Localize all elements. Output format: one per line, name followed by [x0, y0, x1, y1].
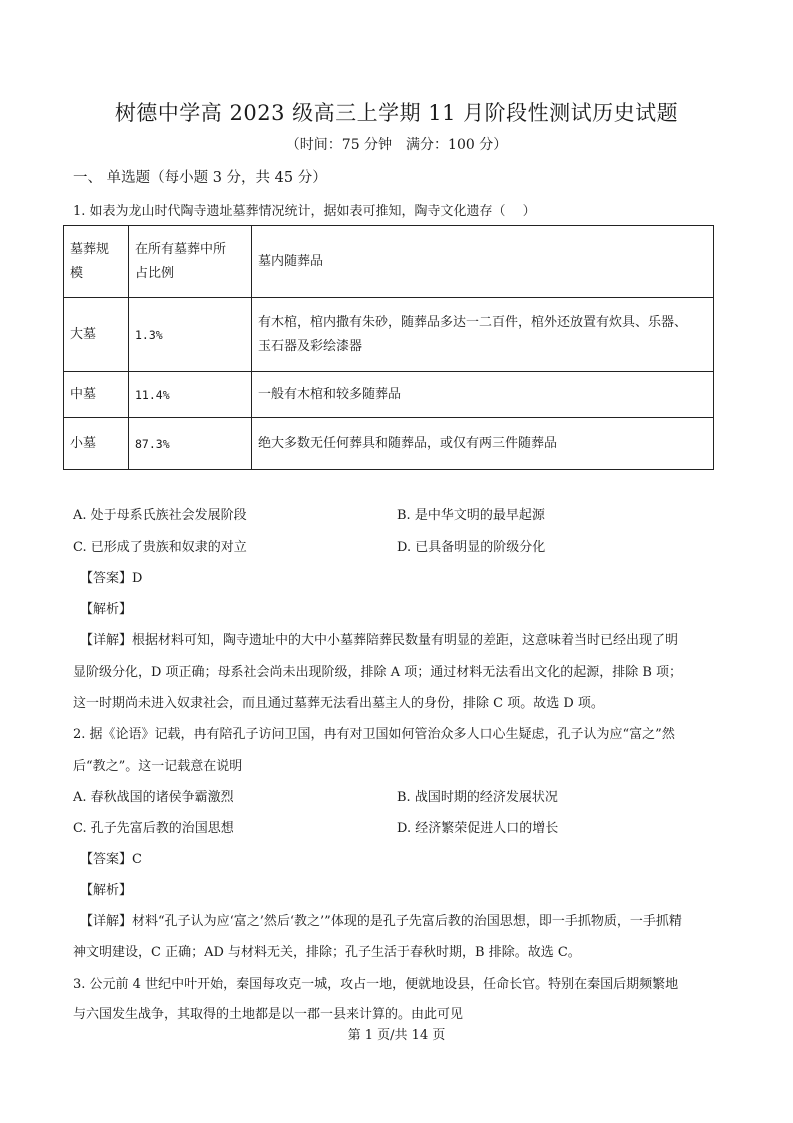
- cell-ratio: 1.3%: [129, 298, 252, 372]
- q3-stem: 与六国发生战争，其取得的土地都是以一郡一县来计算的。由此可见: [73, 1007, 464, 1022]
- cell-goods: 绝大多数无任何葬具和随葬品，或仅有两三件随葬品: [252, 418, 714, 470]
- q3-stem: 3. 公元前 4 世纪中叶开始，秦国每攻克一城，攻占一地，便就地设县，任命长官。特别在秦国后期频繁地: [73, 977, 679, 992]
- q2-detail-line: 【详解】材料“孔子认为应‘富之’然后‘教之’”体现的是孔子先富后教的治国思想，即一手抓物质，一手抓精: [80, 914, 682, 929]
- table-header-row: [64, 226, 714, 298]
- q1-option-d: D. 已具备明显的阶级分化: [397, 540, 546, 555]
- table-row: [64, 298, 714, 372]
- q2-analysis-label: 【解析】: [80, 883, 133, 898]
- q2-option-a: A. 春秋战国的诸侯争霸激烈: [73, 790, 234, 805]
- q1-answer: 【答案】D: [80, 571, 143, 586]
- section-heading: 一、 单选题（每小题 3 分，共 45 分）: [73, 170, 327, 186]
- q1-analysis-label: 【解析】: [80, 602, 133, 617]
- grave-statistics-table: [63, 225, 714, 470]
- q2-option-b: B. 战国时期的经济发展状况: [397, 790, 558, 805]
- cell-size: 小墓: [64, 418, 129, 470]
- header-size: 墓葬规 模: [64, 226, 129, 298]
- exam-subtitle: （时间：75 分钟 满分：100 分）: [285, 137, 508, 153]
- cell-ratio: 11.4%: [129, 372, 252, 418]
- cell-size: 大墓: [64, 298, 129, 372]
- q2-detail-line: 神文明建设，C 正确；AD 与材料无关，排除；孔子生活于春秋时期，B 排除。故选 C。: [73, 945, 581, 960]
- table-row: [64, 372, 714, 418]
- q2-answer: 【答案】C: [80, 852, 142, 867]
- cell-goods: 有木棺，棺内撒有朱砂，随葬品多达一二百件，棺外还放置有炊具、乐器、 玉石器及彩绘漆器: [252, 298, 714, 372]
- q2-option-d: D. 经济繁荣促进人口的增长: [397, 821, 559, 836]
- q1-option-c: C. 已形成了贵族和奴隶的对立: [73, 540, 247, 555]
- q1-detail-line: 【详解】根据材料可知，陶寺遗址中的大中小墓葬陪葬民数量有明显的差距，这意味着当时已经出现了明: [80, 633, 679, 648]
- q2-stem: 后“教之”。这一记载意在说明: [73, 759, 243, 774]
- page-footer: 第 1 页/共 14 页: [347, 1028, 446, 1043]
- header-goods: 墓内随葬品: [252, 226, 714, 298]
- exam-title: 树德中学高 2023 级高三上学期 11 月阶段性测试历史试题: [114, 101, 679, 125]
- q2-stem: 2. 据《论语》记载，冉有陪孔子访问卫国，冉有对卫国如何管治众多人口心生疑虑，孔子认为应“富之”然: [73, 727, 675, 742]
- cell-size: 中墓: [64, 372, 129, 418]
- header-ratio: 在所有墓葬中所 占比例: [129, 226, 252, 298]
- q1-stem: 1. 如表为龙山时代陶寺遗址墓葬情况统计，据如表可推知，陶寺文化遗存（ ）: [73, 204, 536, 219]
- cell-ratio: 87.3%: [129, 418, 252, 470]
- q2-option-c: C. 孔子先富后教的治国思想: [73, 821, 234, 836]
- cell-goods: 一般有木棺和较多随葬品: [252, 372, 714, 418]
- table-row: [64, 418, 714, 470]
- q1-option-b: B. 是中华文明的最早起源: [397, 508, 545, 523]
- q1-detail-line: 这一时期尚未进入奴隶社会，而且通过墓葬无法看出墓主人的身份，排除 C 项。故选 D 项。: [73, 696, 604, 711]
- q1-option-a: A. 处于母系氏族社会发展阶段: [73, 508, 247, 523]
- q1-detail-line: 显阶级分化，D 项正确；母系社会尚未出现阶级，排除 A 项；通过材料无法看出文化的起源，排除 B 项；: [73, 665, 683, 680]
